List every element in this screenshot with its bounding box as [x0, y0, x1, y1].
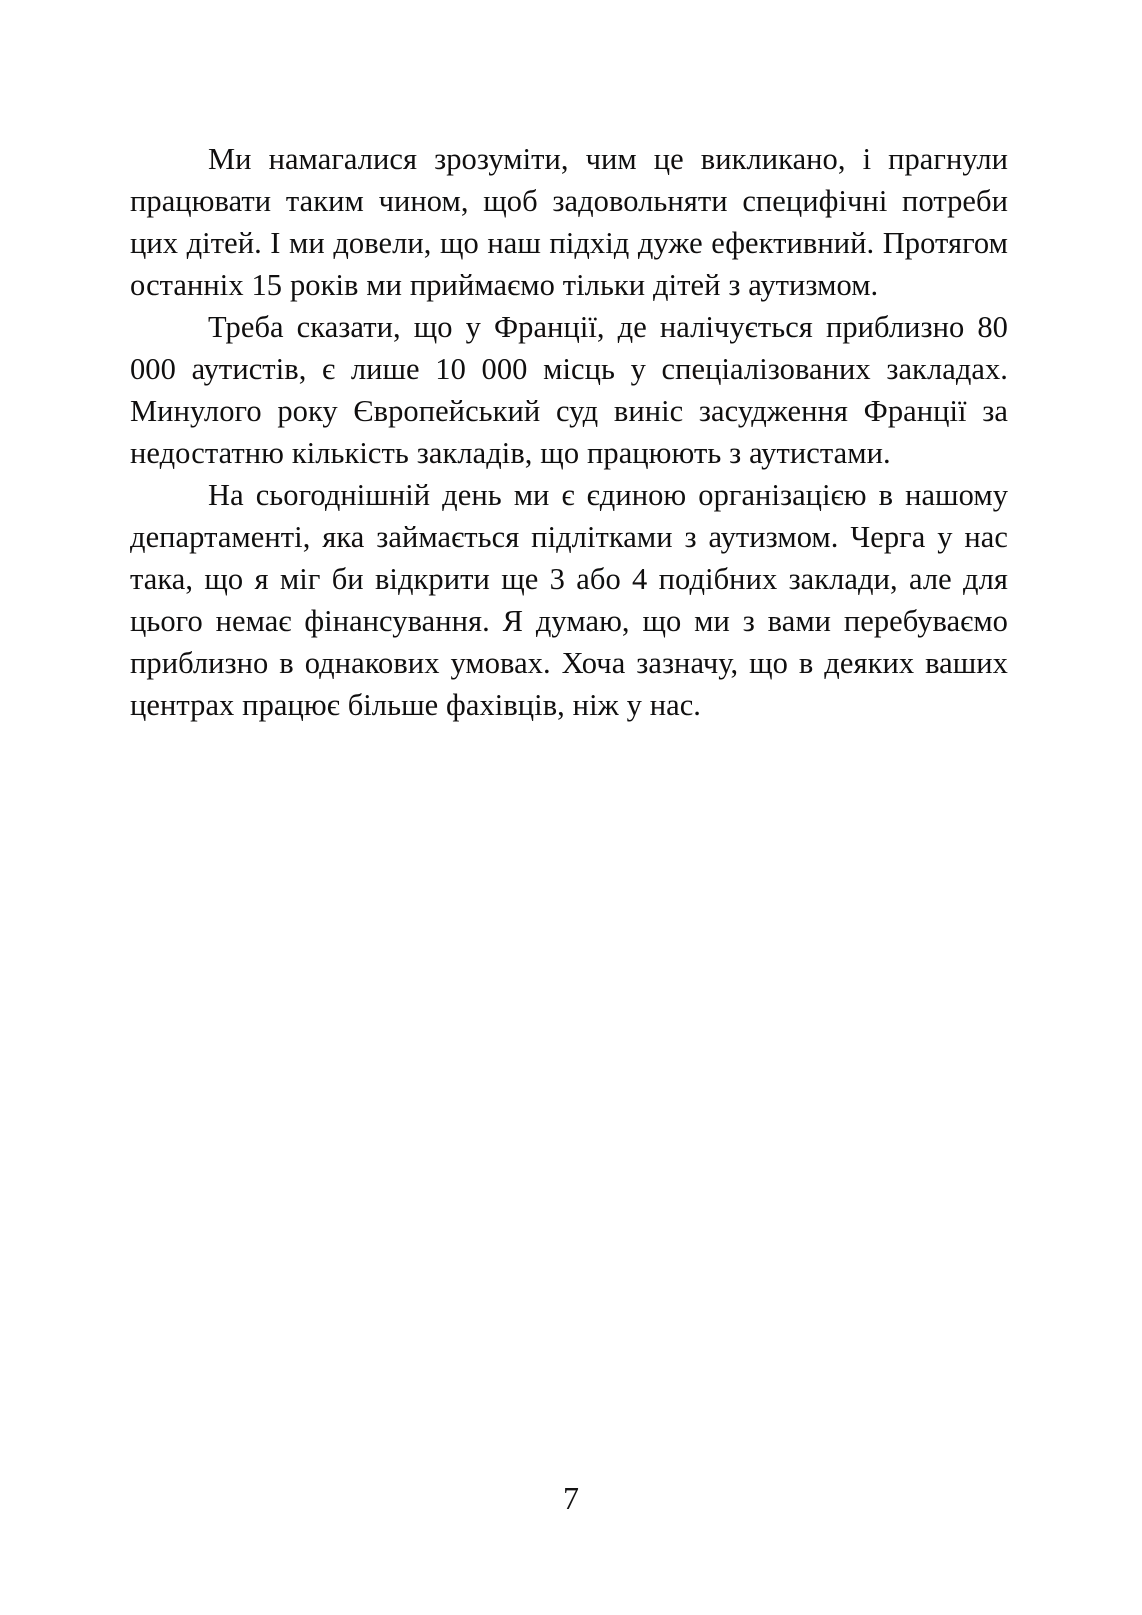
body-paragraph: Треба сказати, що у Франції, де налічується приблизно 80 000 аутистів, є лише 10 000 місць у спеціалізованих закладах. Минулого року Європейський суд виніс засудження Франції за недостатню кількість закладів, що працюють з аутистами.: [130, 310, 1008, 470]
body-text-column: [130, 138, 1008, 726]
body-paragraph: На сьогоднішній день ми є єдиною організацією в нашому департаменті, яка займається підлітками з аутизмом. Черга у нас така, що я міг би відкрити ще 3 або 4 подібних заклади, але для цього немає фінансування. Я думаю, що ми з вами перебуваємо приблизно в однакових умовах. Хоча зазначу, що в деяких ваших центрах працює більше фахівців, ніж у нас.: [130, 478, 1008, 722]
page-number: 7: [563, 1480, 579, 1516]
body-paragraph: Ми намагалися зрозуміти, чим це викликано, і прагнули працювати таким чином, щоб задовольняти специфічні потреби цих дітей. І ми довели, що наш підхід дуже ефективний. Протягом останніх 15 років ми приймаємо тільки дітей з аутизмом.: [130, 142, 1008, 302]
